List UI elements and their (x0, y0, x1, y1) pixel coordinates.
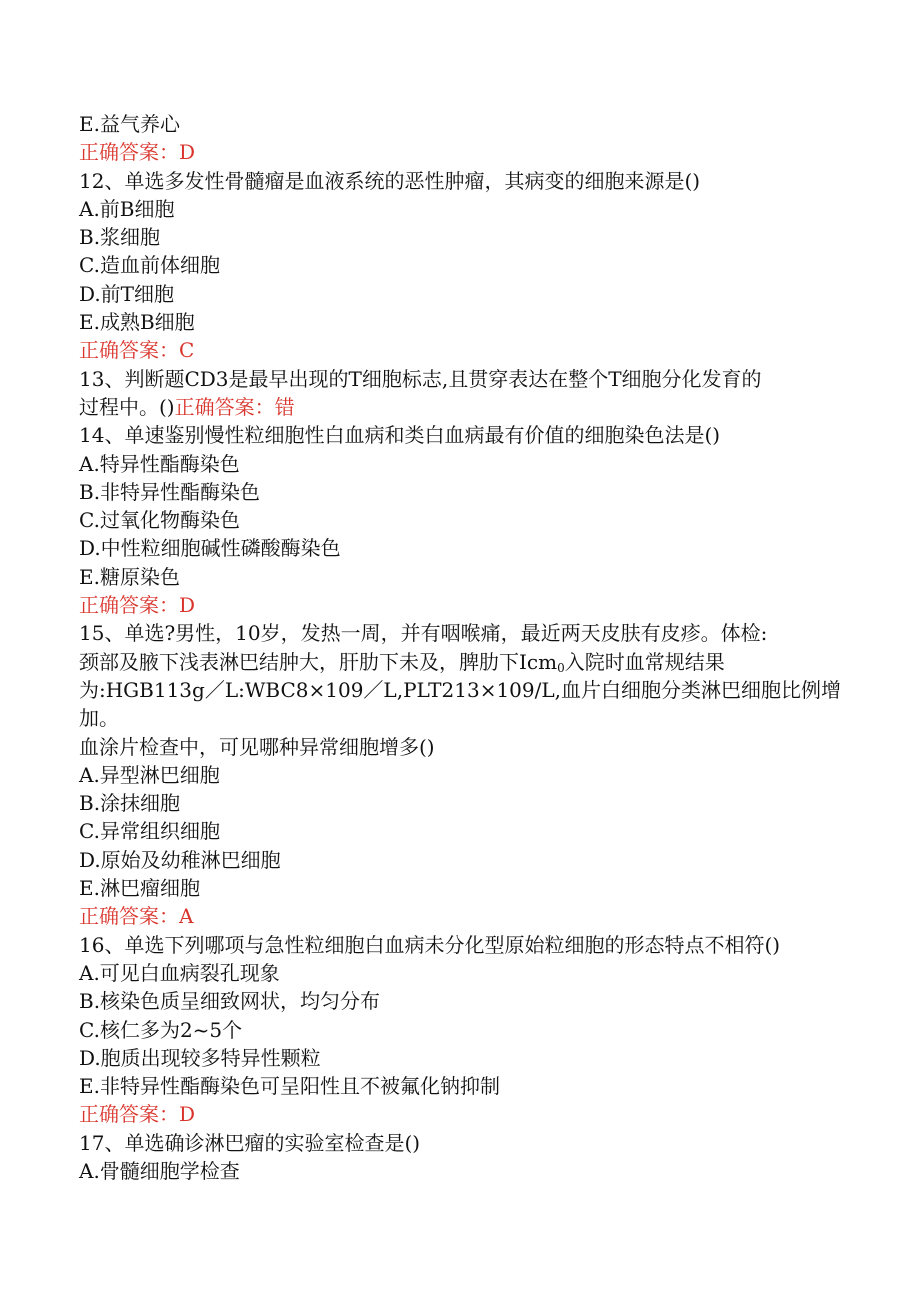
option-17a: A.骨髓细胞学检查 (79, 1158, 240, 1183)
answer-12: 正确答案：C (79, 338, 195, 363)
option-14b: B.非特异性酯酶染色 (79, 479, 261, 504)
document-page (79, 110, 842, 1185)
answer-14: 正确答案：D (79, 593, 196, 618)
option-15c: C.异常组织细胞 (79, 819, 220, 844)
question-14: 14、单速鉴别慢性粒细胞性白血病和类白血病最有价值的细胞染色法是() (79, 423, 721, 448)
option-15a: A.异型淋巴细胞 (79, 762, 220, 787)
option-12a: A.前B细胞 (79, 196, 175, 221)
option-11e: E.益气养心 (79, 112, 180, 136)
option-14a: A.特异性酯酶染色 (79, 451, 240, 476)
option-16e: E.非特异性酯酶染色可呈阳性且不被氟化钠抑制 (79, 1074, 500, 1099)
option-16b: B.核染色质呈细致网状，均匀分布 (79, 989, 381, 1014)
option-12d: D.前T细胞 (79, 281, 175, 306)
question-13-tail: 过程中。() (79, 394, 175, 419)
question-15-line2-end: 入院时血常规结果 (564, 649, 725, 674)
option-16a: A.可见白血病裂孔现象 (79, 960, 280, 985)
question-12: 12、单选多发性骨髓瘤是血液系统的恶性肿瘤，其病变的细胞来源是() (79, 168, 701, 193)
question-15-line2 (79, 648, 839, 676)
answer-11: 正确答案：D (79, 140, 196, 165)
question-17: 17、单选确诊淋巴瘤的实验室检查是() (79, 1130, 421, 1155)
question-15-prompt: 血涂片检查中，可见哪种异常细胞增多() (79, 734, 435, 759)
question-15-line4: 加。 (79, 706, 119, 731)
question-13: 13、判断题CD3是最早出现的T细胞标志,且贯穿表达在整个T细胞分化发育的 (79, 366, 762, 391)
question-13-continued (79, 393, 839, 421)
option-15b: B.涂抹细胞 (79, 791, 181, 816)
option-14d: D.中性粒细胞碱性磷酸酶染色 (79, 536, 341, 561)
option-16c: C.核仁多为2~5个 (79, 1017, 243, 1042)
question-15-line2-text: 颈部及腋下浅表淋巴结肿大，肝肋下未及，脾肋下Icm (79, 649, 558, 674)
option-14e: E.糖原染色 (79, 564, 180, 589)
option-15d: D.原始及幼稚淋巴细胞 (79, 847, 281, 872)
question-15: 15、单选?男性，10岁，发热一周，并有咽喉痛，最近两天皮肤有皮疹。体检: (79, 621, 768, 646)
option-12c: C.造血前体细胞 (79, 253, 220, 278)
option-14c: C.过氧化物酶染色 (79, 508, 240, 533)
option-16d: D.胞质出现较多特异性颗粒 (79, 1045, 321, 1070)
subscript-zero: 0 (557, 660, 565, 675)
option-12e: E.成熟B细胞 (79, 310, 195, 335)
question-15-line3: 为:HGB113g／L:WBC8×109／L,PLT213×109/L,血片白细胞分类淋巴细胞比例增 (79, 677, 842, 702)
option-12b: B.浆细胞 (79, 225, 161, 250)
option-15e: E.淋巴瘤细胞 (79, 876, 200, 901)
question-16: 16、单选下列哪项与急性粒细胞白血病未分化型原始粒细胞的形态特点不相符() (79, 932, 781, 957)
answer-16: 正确答案：D (79, 1102, 196, 1127)
answer-15: 正确答案：A (79, 904, 194, 929)
answer-13: 正确答案：错 (174, 394, 295, 419)
